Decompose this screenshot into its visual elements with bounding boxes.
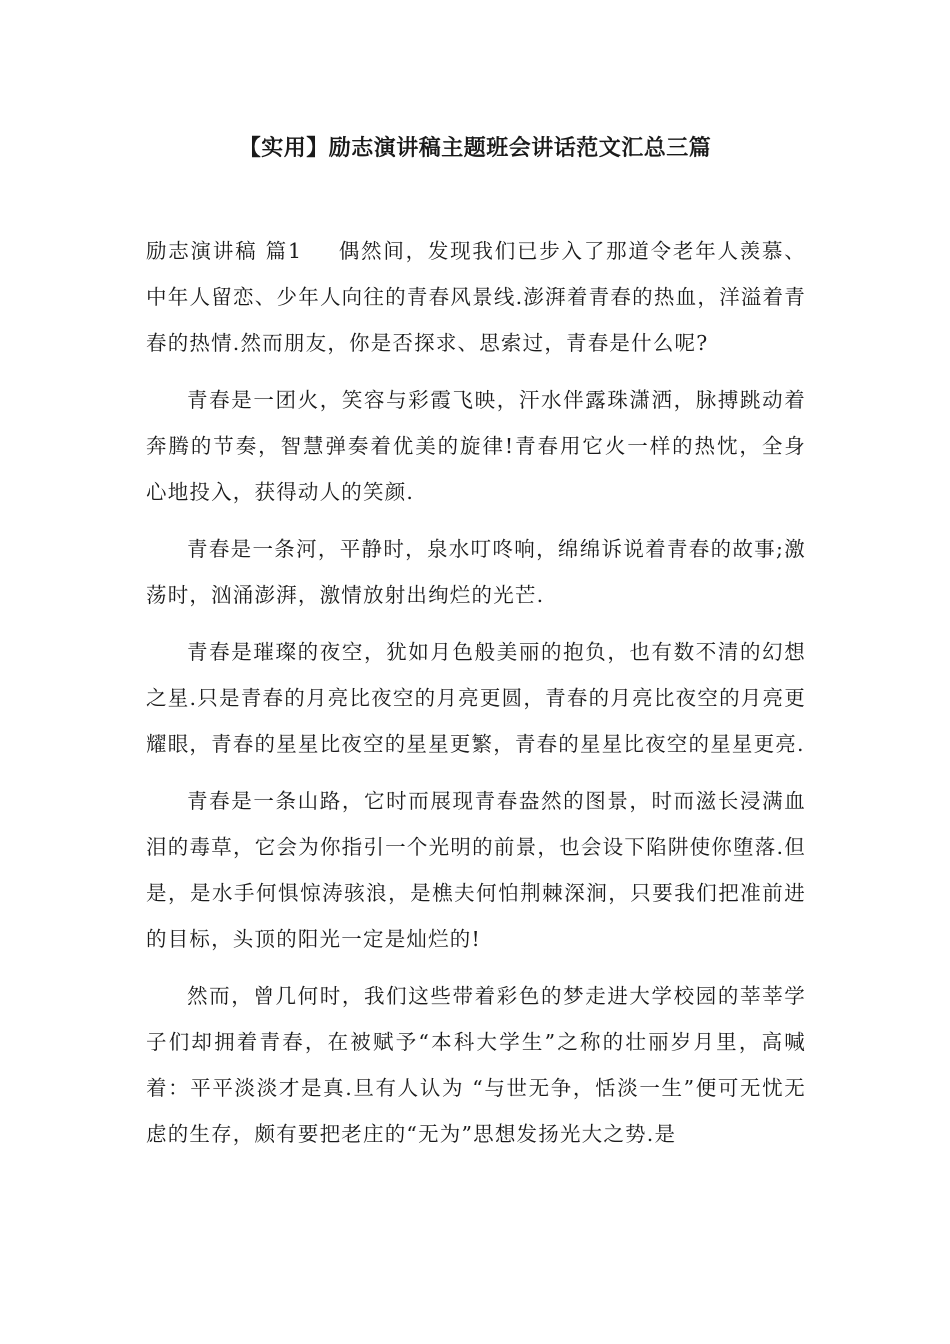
- section-label: 励志演讲稿 篇1: [146, 239, 303, 263]
- paragraph-1-text: 偶然间，发现我们已步入了那道令老年人羡慕、中年人留恋、少年人向往的青春风景线.澎湃着青春的热血，洋溢着青春的热情.然而朋友，你是否探求、思索过，青春是什么呢?: [146, 239, 806, 355]
- document-title: 【实用】励志演讲稿主题班会讲话范文汇总三篇: [238, 136, 712, 161]
- paragraph-2: 青春是一团火，笑容与彩霞飞映，汗水伴露珠潇洒，脉搏跳动着奔腾的节奏，智慧弹奏着优美的旋律!青春用它火一样的热忱，全身心地投入，获得动人的笑颜.: [146, 388, 806, 504]
- paragraph-6: 然而，曾几何时，我们这些带着彩色的梦走进大学校园的莘莘学子们却拥着青春，在被赋予“本科大学生”之称的壮丽岁月里，高喊着：平平淡淡才是真.旦有人认为 “与世无争，恬淡一生”便可无忧无虑的生存，颇有要把老庄的“无为”思想发扬光大之势.是: [146, 984, 806, 1146]
- paragraph-1: [146, 228, 806, 366]
- document-body: [146, 228, 806, 1168]
- paragraph-4: 青春是璀璨的夜空，犹如月色般美丽的抱负，也有数不清的幻想之星.只是青春的月亮比夜空的月亮更圆，青春的月亮比夜空的月亮更耀眼，青春的星星比夜空的星星更繁，青春的星星比夜空的星星更亮.: [146, 640, 806, 756]
- paragraph-3: 青春是一条河，平静时，泉水叮咚响，绵绵诉说着青春的故事;激荡时，汹涌澎湃，激情放射出绚烂的光芒.: [146, 537, 806, 607]
- paragraph-5: 青春是一条山路，它时而展现青春盎然的图景，时而滋长浸满血泪的毒草，它会为你指引一个光明的前景，也会设下陷阱使你堕落.但是，是水手何惧惊涛骇浪，是樵夫何怕荆棘深涧，只要我们把准前进的目标，头顶的阳光一定是灿烂的!: [146, 789, 806, 951]
